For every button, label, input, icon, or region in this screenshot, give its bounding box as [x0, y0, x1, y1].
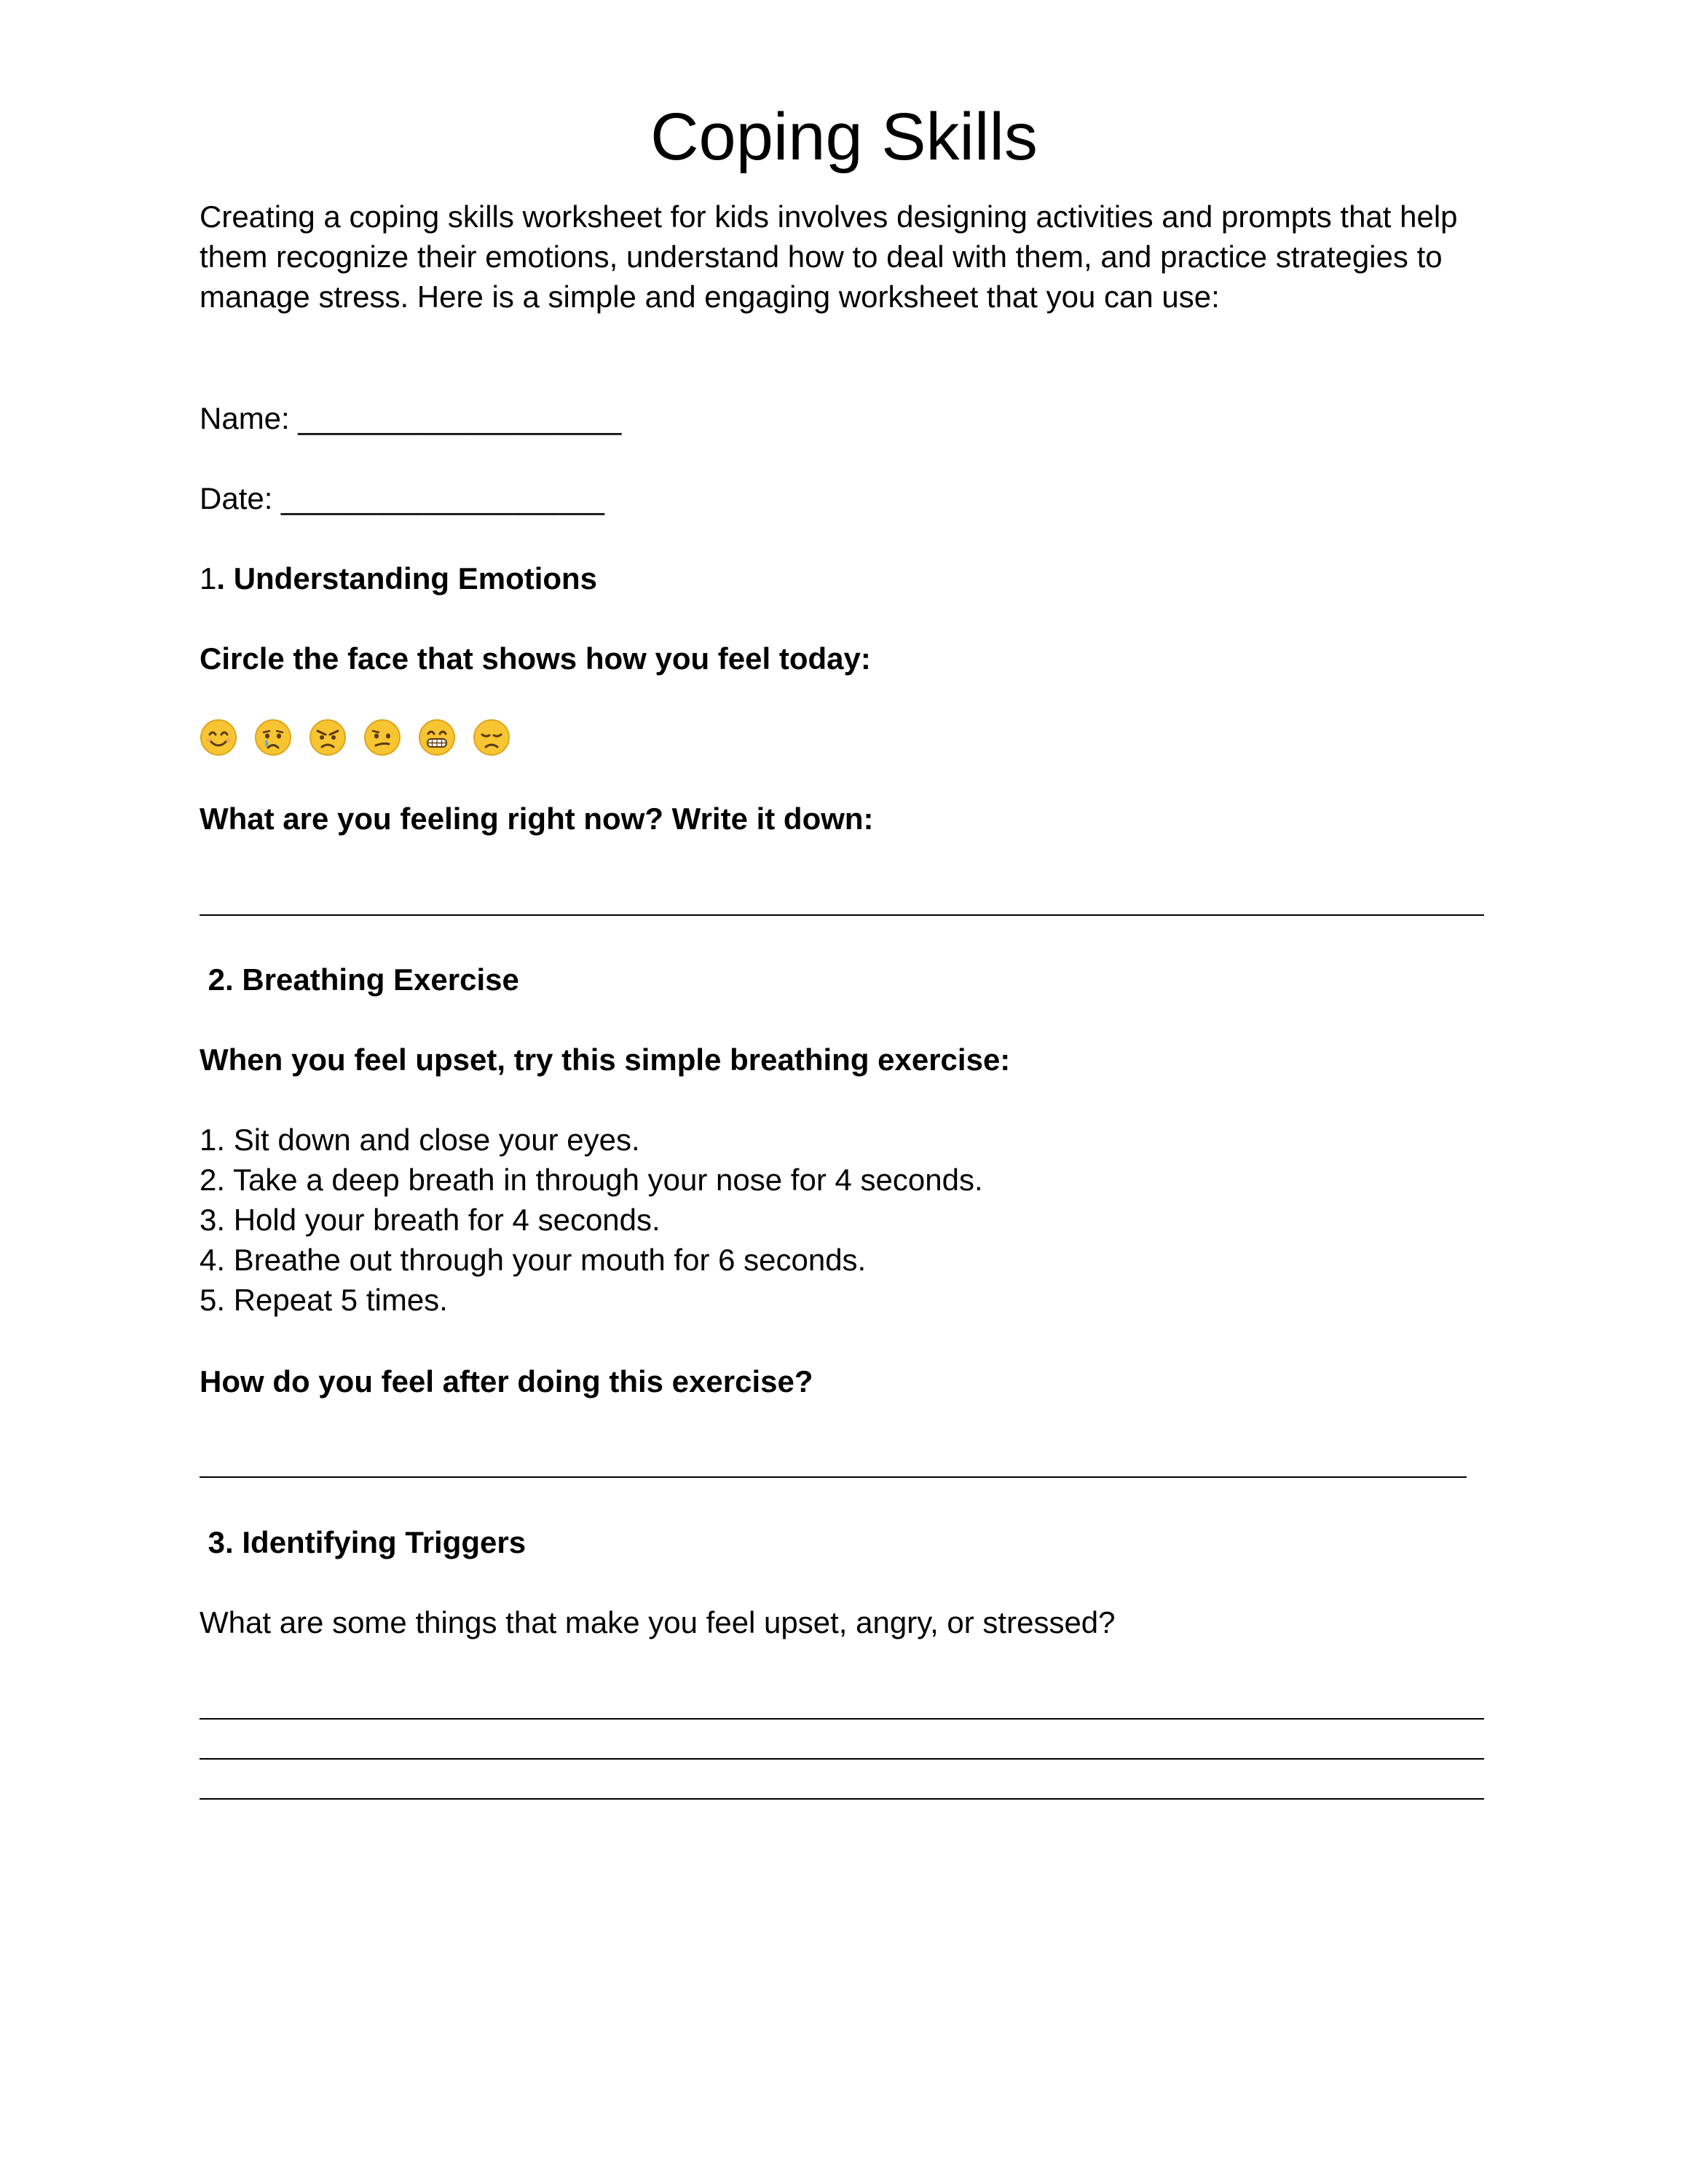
confused-face-icon[interactable] — [363, 719, 401, 756]
triggers-prompt: What are some things that make you feel upset, angry, or stressed? — [200, 1605, 1116, 1639]
grinning-face-icon[interactable] — [418, 719, 456, 756]
breathing-steps-list — [200, 1120, 983, 1320]
section1-heading — [200, 558, 597, 598]
breathing-prompt: When you feel upset, try this simple breathing exercise: — [200, 1042, 1011, 1077]
section1-title: . Understanding Emotions — [216, 561, 598, 596]
intro-line: Creating a coping skills worksheet for kids involves designing activities and prompts that help — [200, 199, 1458, 234]
section3-heading: 3. Identifying Triggers — [200, 1525, 526, 1559]
section1-prompt: Circle the face that shows how you feel today: — [200, 641, 871, 676]
breathing-step: 4. Breathe out through your mouth for 6 seconds. — [200, 1243, 867, 1277]
intro-line: manage stress. Here is a simple and engaging worksheet that you can use: — [200, 280, 1220, 314]
after-exercise-prompt: How do you feel after doing this exercise? — [200, 1364, 813, 1398]
breathing-step: 3. Hold your breath for 4 seconds. — [200, 1203, 660, 1237]
angry-face-icon[interactable] — [309, 719, 347, 756]
intro-line: them recognize their emotions, understand how to deal with them, and practice strategies to — [200, 240, 1443, 274]
triggers-answer-line[interactable] — [200, 1798, 1484, 1800]
after-exercise-answer-line[interactable] — [200, 1476, 1467, 1478]
section1-number: 1 — [200, 561, 217, 596]
emoji-row — [200, 719, 527, 756]
feeling-answer-line[interactable] — [200, 914, 1484, 916]
name-field-label[interactable]: Name: ___________________ — [200, 401, 622, 435]
disappointed-face-icon[interactable] — [473, 719, 510, 756]
triggers-answer-line[interactable] — [200, 1758, 1484, 1760]
smiling-face-icon[interactable] — [200, 719, 237, 756]
page-title: Coping Skills — [650, 100, 1038, 174]
breathing-step: 5. Repeat 5 times. — [200, 1283, 448, 1317]
breathing-step: 1. Sit down and close your eyes. — [200, 1123, 640, 1157]
triggers-answer-line[interactable] — [200, 1718, 1484, 1720]
date-field-label[interactable]: Date: ___________________ — [200, 481, 604, 515]
breathing-step: 2. Take a deep breath in through your nose for 4 seconds. — [200, 1163, 983, 1197]
intro-paragraph — [200, 197, 1496, 317]
feeling-prompt: What are you feeling right now? Write it down: — [200, 802, 874, 836]
crying-face-icon[interactable] — [254, 719, 292, 756]
section2-heading: 2. Breathing Exercise — [200, 962, 519, 997]
